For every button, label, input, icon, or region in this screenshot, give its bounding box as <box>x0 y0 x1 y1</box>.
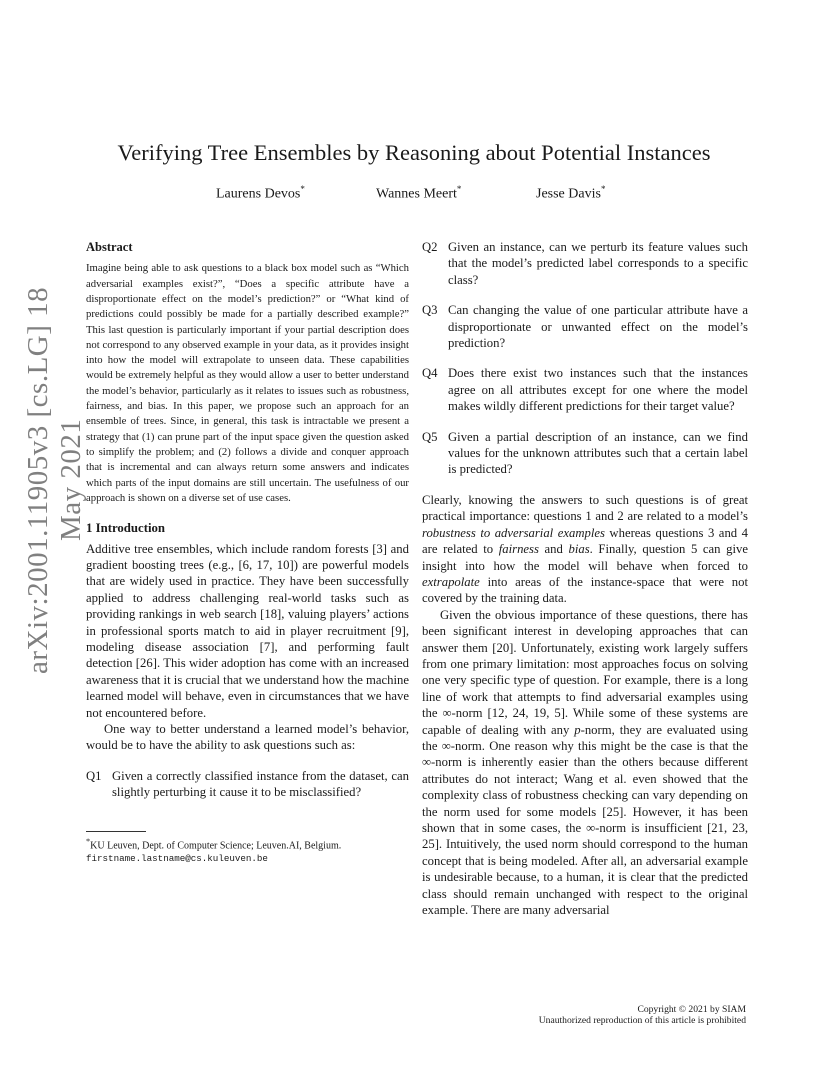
footnote-text: KU Leuven, Dept. of Computer Science; Leuven.AI, Belgium. <box>90 839 342 851</box>
section-heading-introduction: 1 Introduction <box>86 521 166 536</box>
question-text: Given a partial description of an instance, can we find values for the unknown attributes such that a certain label is predicted? <box>448 429 748 477</box>
question-q1 <box>86 768 409 801</box>
question-label: Q5 <box>422 429 438 444</box>
question-text: Given a correctly classified instance from the dataset, can slightly perturbing it cause it to be misclassified? <box>112 768 409 800</box>
footnote: *KU Leuven, Dept. of Computer Science; Leuven.AI, Belgium. firstname.lastname@cs.kuleuven.be <box>86 836 342 864</box>
question-text: Does there exist two instances such that the instances agree on all attributes except for one where the model makes wildly different predictions for their target value? <box>448 366 748 414</box>
question-q2 <box>422 239 748 288</box>
question-label: Q2 <box>422 240 438 254</box>
question-q5 <box>422 429 748 478</box>
intro-paragraph-1: Additive tree ensembles, which include random forests [3] and gradient boosting trees (e.g., [6, 17, 10]) are powerful models that are widely used in practice. They have been successfully applied to address challenging real-world tasks such as providing rankings in web search [18], valuing players’ actions in professional sports match to aid in player recruitment [9], modeling disease association [7], and performing fault detection [26]. This wider adoption has come with an increased awareness that it is crucial that we understand how the machine learned model will behave, even in circumstances that we have not encountered before. <box>86 541 409 720</box>
question-label: Q1 <box>86 768 102 783</box>
author-3: Jesse Davis* <box>536 184 606 202</box>
abstract-text: Imagine being able to ask questions to a black box model such as “Which adversarial examples exist?”, “Does a specific attribute have a disproportionate effect on the model’s prediction?” or “What kind of predictions could possibly be made for a partially described example?” This last question is particularly important if your partial description does not correspond to any observed example in your data, as it provides insight into how the model will extrapolate to unseen data. These capabilities would be extremely helpful as they would allow a user to better understand the model’s behavior, particularly as it relates to issues such as robustness, fairness, and bias. In this paper, we propose such an approach for an ensemble of trees. Since, in general, this task is intractable we present a strategy that (1) can prune part of the input space given the question asked to simplify the problem; and (2) follows a divide and conquer approach that is incremental and can always return some answers and indicates which parts of the input domains are still uncertain. The usefulness of our approach is shown on a diverse set of use cases. <box>86 262 409 504</box>
body-paragraph-2: Given the obvious importance of these questions, there has been significant interest in developing approaches that can answer them [20]. Unfortunately, existing work largely suffers from one primary limitation: most approaches focus on solving one very specific type of question. For example, there is a long line of work that attempts to find adversarial examples using the ∞-norm [12, 24, 19, 5]. While some of these systems are capable of dealing with any p-norm, they are evaluated using the ∞-norm. One reason why this might be the case is that the ∞-norm is inherently easier than the others because different attributes do not interact; Wang et al. even showed that the complexity class of robustness checking can vary depending on the norm used for some models [25]. However, it has been shown that in some cases, the ∞-norm is insufficient [21, 23, 25]. Intuitively, the used norm should correspond to the human concept that is being modeled. After all, an adversarial example is undesirable because, to a human, it is clear that the predicted class should remain unchanged with respect to the original example. There are many adversarial <box>422 607 748 918</box>
reproduction-notice: Unauthorized reproduction of this article is prohibited <box>538 1015 746 1026</box>
question-text: Given an instance, can we perturb its feature values such that the model’s predicted label corresponds to a specific class? <box>448 240 748 287</box>
question-label: Q4 <box>422 366 438 381</box>
arxiv-identifier: arXiv:2001.11905v3 [cs.LG] 18 May 2021 <box>22 286 87 674</box>
question-q4 <box>422 365 748 414</box>
footnote-rule <box>86 831 146 832</box>
question-label: Q3 <box>422 303 438 318</box>
left-column <box>86 239 409 865</box>
question-q3 <box>422 302 748 351</box>
author-2: Wannes Meert* <box>376 184 462 202</box>
abstract-heading: Abstract <box>86 240 133 254</box>
author-1: Laurens Devos* <box>216 184 305 202</box>
body-paragraph-1: Clearly, knowing the answers to such questions is of great practical importance: questions 1 and 2 are related to a model’s robustness to adversarial examples whereas questions 3 and 4 are related to fairness and bias. Finally, question 5 can give insight into how the model will behave when forced to extrapolate into areas of the instance-space that were not covered by the training data. <box>422 492 748 606</box>
intro-paragraph-2: One way to better understand a learned model’s behavior, would be to have the ability to ask questions such as: <box>86 722 409 753</box>
copyright-line: Copyright © 2021 by SIAM <box>637 1004 746 1015</box>
right-column <box>422 239 748 918</box>
paper-title: Verifying Tree Ensembles by Reasoning about Potential Instances <box>117 140 711 165</box>
question-text: Can changing the value of one particular attribute have a disproportionate or unwanted effect on the model’s prediction? <box>448 303 748 351</box>
copyright-notice <box>539 1004 746 1026</box>
footnote-email: firstname.lastname@cs.kuleuven.be <box>86 852 268 864</box>
